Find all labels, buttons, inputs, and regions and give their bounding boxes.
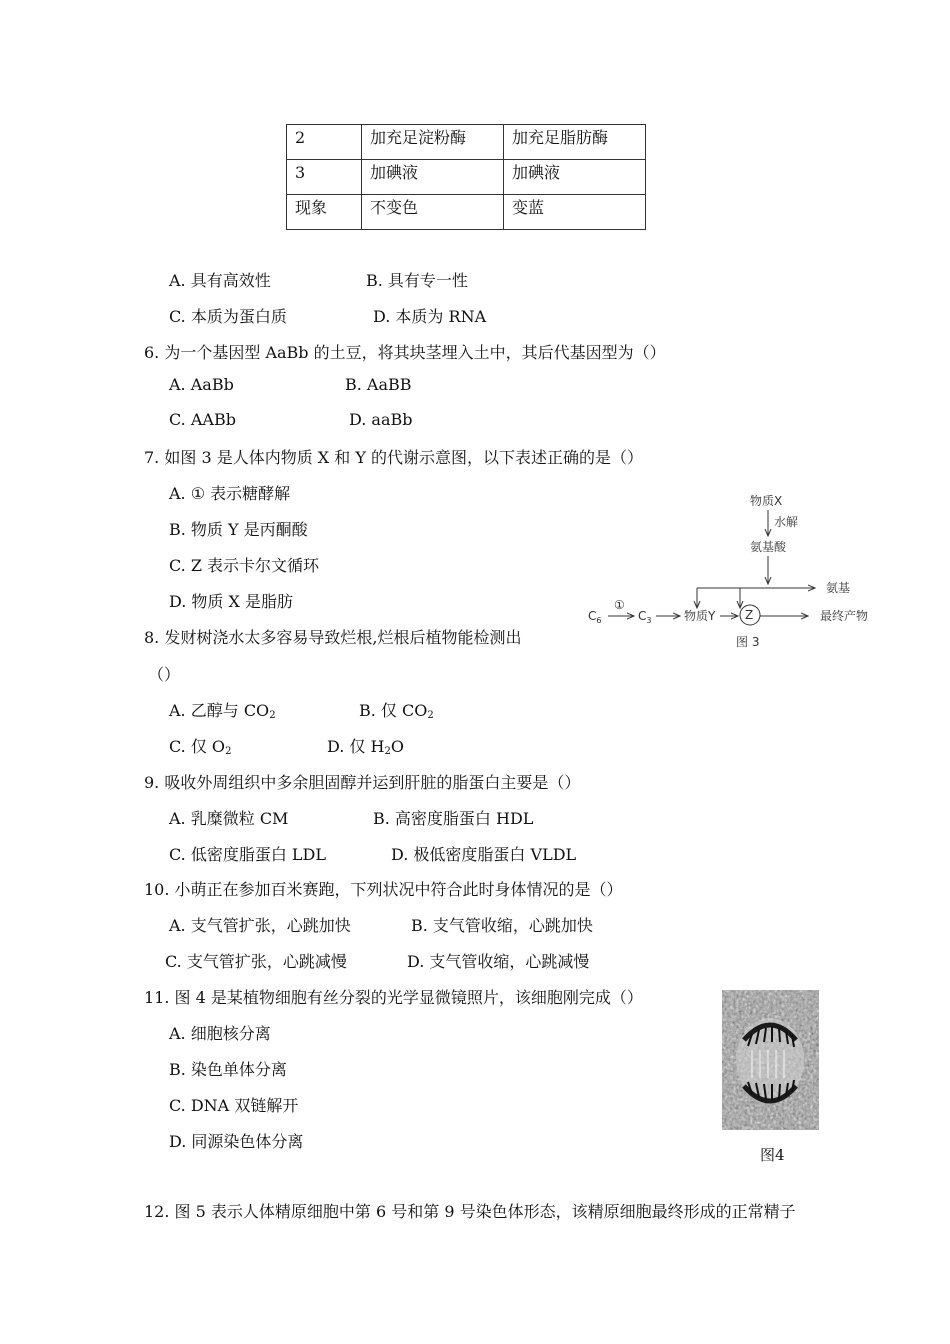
table-row (287, 195, 646, 230)
table-row (287, 160, 646, 195)
q7-option-b: B. 物质 Y 是丙酮酸 (169, 520, 308, 539)
fig3-caption: 图 3 (736, 635, 760, 649)
figure-4-micrograph (722, 990, 819, 1130)
q9-option-b: B. 高密度脂蛋白 HDL (373, 809, 534, 828)
fig3-label-amino-acid: 氨基酸 (750, 540, 787, 554)
c3-letter: C (638, 609, 647, 623)
q8-option-a (169, 698, 276, 721)
q6-option-c: C. AABb (169, 410, 236, 429)
table-cell: 不变色 (362, 195, 504, 230)
table-cell: 2 (287, 125, 362, 160)
fig3-label-step1: ① (614, 598, 625, 612)
q11-stem: 11. 图 4 是某植物细胞有丝分裂的光学显微镜照片，该细胞刚完成（） (144, 988, 643, 1007)
q10-option-a: A. 支气管扩张，心跳加快 (169, 916, 351, 935)
fig3-label-c6 (588, 609, 601, 625)
table-cell: 加碘液 (362, 160, 504, 195)
q10-option-c: C. 支气管扩张，心跳减慢 (165, 952, 347, 971)
q5-option-d: D. 本质为 RNA (373, 307, 487, 326)
q5-option-a: A. 具有高效性 (169, 271, 271, 290)
q6-stem: 6. 为一个基因型 AaBb 的土豆，将其块茎埋入土中，其后代基因型为（） (144, 343, 666, 362)
q7-option-d: D. 物质 X 是脂肪 (169, 592, 293, 611)
subscript: 2 (269, 710, 276, 721)
q8-option-d (327, 734, 404, 757)
table-cell: 3 (287, 160, 362, 195)
q8-option-d-suffix: O (390, 737, 404, 756)
q5-option-c: C. 本质为蛋白质 (169, 307, 287, 326)
q11-option-a: A. 细胞核分离 (169, 1024, 271, 1043)
figure-3-diagram (580, 488, 880, 658)
fig3-label-z: Z (745, 608, 754, 622)
q10-option-b: B. 支气管收缩，心跳加快 (411, 916, 593, 935)
q9-option-d: D. 极低密度脂蛋白 VLDL (391, 845, 577, 864)
q9-option-c: C. 低密度脂蛋白 LDL (169, 845, 327, 864)
fig3-label-c3 (638, 609, 651, 625)
table-cell: 变蓝 (504, 195, 646, 230)
q8-stem: 8. 发财树浇水太多容易导致烂根,烂根后植物能检测出 (144, 628, 522, 647)
c6-subscript: 6 (596, 616, 602, 625)
q11-option-b: B. 染色单体分离 (169, 1060, 287, 1079)
q7-option-c: C. Z 表示卡尔文循环 (169, 556, 320, 575)
q8-answer-paren: （） (148, 665, 181, 684)
q11-option-d: D. 同源染色体分离 (169, 1132, 304, 1151)
q7-stem: 7. 如图 3 是人体内物质 X 和 Y 的代谢示意图，以下表述正确的是（） (144, 448, 644, 467)
fig3-label-hydrolysis: 水解 (774, 515, 799, 529)
figure-4-caption: 图4 (760, 1146, 785, 1164)
subscript: 2 (384, 746, 391, 757)
q8-option-c-text: C. 仅 O (169, 737, 226, 756)
q10-stem: 10. 小萌正在参加百米赛跑，下列状况中符合此时身体情况的是（） (144, 880, 623, 899)
subscript: 2 (225, 746, 232, 757)
q8-option-b (359, 698, 434, 721)
q9-stem: 9. 吸收外周组织中多余胆固醇并运到肝脏的脂蛋白主要是（） (144, 773, 581, 792)
table-cell: 加充足淀粉酶 (362, 125, 504, 160)
fig3-label-amino-group: 氨基 (826, 581, 851, 595)
q12-stem: 12. 图 5 表示人体精原细胞中第 6 号和第 9 号染色体形态，该精原细胞最终形成的正常精子 (144, 1202, 796, 1221)
fig3-label-y: 物质Y (684, 609, 716, 623)
q9-option-a: A. 乳糜微粒 CM (169, 809, 289, 828)
q6-option-b: B. AaBB (345, 375, 412, 394)
q8-option-b-text: B. 仅 CO (359, 701, 428, 720)
table-row (287, 125, 646, 160)
q6-option-d: D. aaBb (349, 410, 413, 429)
q8-option-c (169, 734, 231, 757)
experiment-table (286, 124, 646, 230)
table-cell: 加碘液 (504, 160, 646, 195)
subscript: 2 (427, 710, 434, 721)
table-cell: 加充足脂肪酶 (504, 125, 646, 160)
q5-option-b: B. 具有专一性 (366, 271, 468, 290)
table-cell: 现象 (287, 195, 362, 230)
fig3-label-final: 最终产物 (820, 609, 869, 623)
q11-option-c: C. DNA 双链解开 (169, 1096, 299, 1115)
q6-option-a: A. AaBb (169, 375, 234, 394)
q8-option-d-text: D. 仅 H (327, 737, 385, 756)
q8-option-a-text: A. 乙醇与 CO (169, 701, 270, 720)
c6-letter: C (588, 609, 597, 623)
q7-option-a: A. ① 表示糖酵解 (169, 484, 291, 503)
c3-subscript: 3 (646, 616, 652, 625)
q10-option-d: D. 支气管收缩，心跳减慢 (407, 952, 590, 971)
fig3-label-x: 物质X (750, 494, 783, 508)
